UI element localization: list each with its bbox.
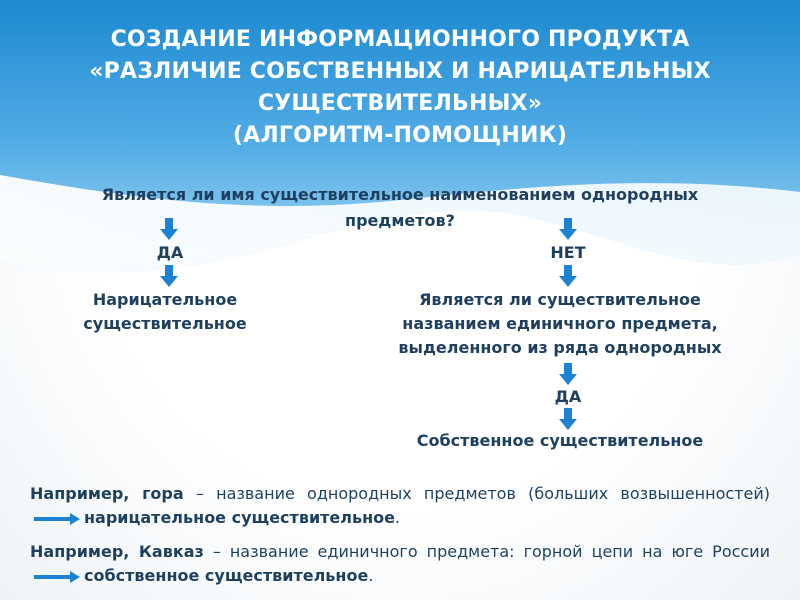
down-arrow-icon — [559, 408, 577, 430]
question2-line-3: выделенного из ряда однородных — [398, 338, 722, 357]
common-noun-line-1: Нарицательное — [92, 290, 238, 309]
proper-noun-result: Собственное существительное — [416, 431, 704, 450]
down-arrow-icon — [559, 218, 577, 240]
example1-end: . — [395, 508, 401, 527]
example2-result: собственное существительное — [84, 566, 369, 585]
title-line-3: СУЩЕСТВИТЕЛЬНЫХ» — [257, 91, 543, 116]
question2-line-2: названием единичного предмета, — [402, 314, 718, 333]
title-line-4: (АЛГОРИТМ-ПОМОЩНИК) — [232, 123, 568, 148]
common-noun-line-2: существительное — [83, 314, 247, 333]
title-line-1: СОЗДАНИЕ ИНФОРМАЦИОННОГО ПРОДУКТА — [110, 27, 690, 52]
example-common — [30, 482, 770, 530]
slide-title — [40, 24, 760, 152]
title-line-2: «РАЗЛИЧИЕ СОБСТВЕННЫХ И НАРИЦАТЕЛЬНЫХ — [89, 59, 711, 84]
example1-result: нарицательное существительное — [84, 508, 396, 527]
yes-label-2: ДА — [554, 387, 582, 406]
yes-label: ДА — [156, 243, 184, 262]
right-arrow-icon — [34, 513, 80, 525]
down-arrow-icon — [160, 218, 178, 240]
common-noun-result — [40, 288, 290, 336]
no-label: НЕТ — [550, 243, 586, 262]
example1-text: – название однородных предметов (больших возвышенностей) — [183, 484, 770, 503]
example1-lead: Например, гора — [30, 484, 184, 503]
down-arrow-icon — [559, 265, 577, 287]
right-arrow-icon — [34, 571, 80, 583]
question-line-1: Является ли имя существительное наименованием однородных — [101, 185, 699, 204]
down-arrow-icon — [160, 265, 178, 287]
question-line-2: предметов? — [345, 211, 455, 230]
down-arrow-icon — [559, 363, 577, 385]
example-proper — [30, 540, 770, 588]
example2-end: . — [368, 566, 374, 585]
question-single-object — [360, 288, 760, 360]
question-homogeneous — [40, 182, 760, 234]
example2-lead: Например, Кавказ — [30, 542, 204, 561]
example2-text: – название единичного предмета: горной цепи на юге России — [203, 542, 771, 561]
question2-line-1: Является ли существительное — [419, 290, 701, 309]
